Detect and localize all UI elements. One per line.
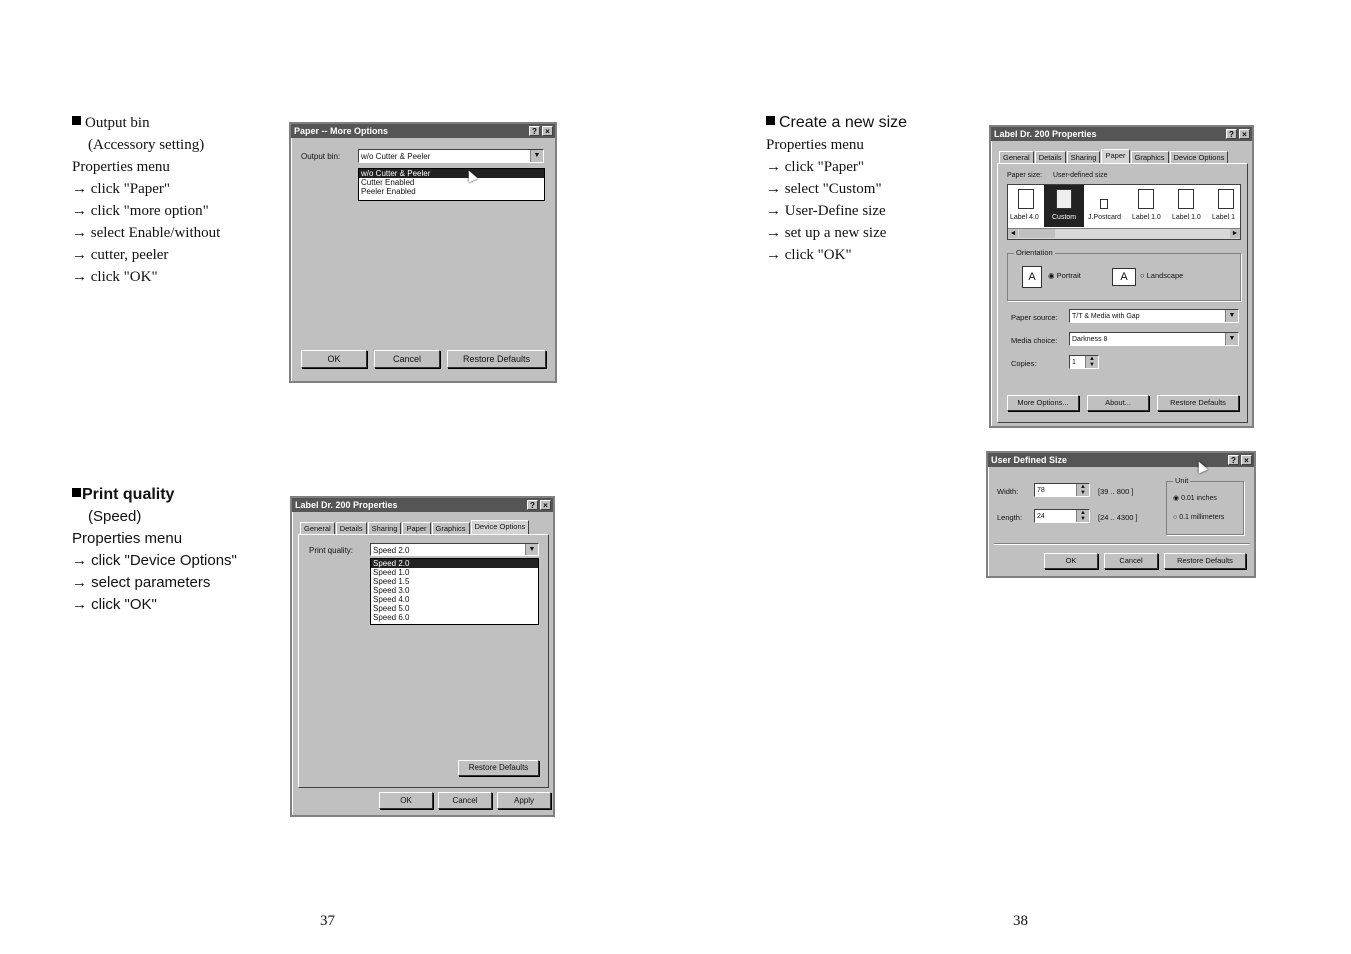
instruction-line: → click "more option" [72,203,209,219]
paper-icon[interactable] [1138,189,1154,209]
paper-size-label: Paper size: [1007,172,1043,179]
restore-defaults-button[interactable]: Restore Defaults [458,760,539,776]
instruction-line: → click "OK" [72,596,157,613]
orientation-label: Orientation [1016,248,1053,257]
close-icon[interactable]: × [1239,129,1250,139]
dropdown-option[interactable]: Speed 5.0 [373,604,410,613]
instruction-line: Properties menu [72,159,170,175]
orientation-group [1007,248,1241,301]
help-icon[interactable]: ? [529,126,540,136]
ok-button[interactable]: OK [379,792,433,809]
chevron-down-icon[interactable]: ▼ [1225,310,1238,322]
dialog-titlebar [292,498,553,512]
instruction-line: → click "Device Options" [72,552,237,569]
tab-strip [999,151,1229,163]
width-value: 78 [1037,487,1045,494]
dropdown-option[interactable]: Speed 2.0 [371,559,538,568]
paper-icon-label: Label 1.0 [1132,214,1161,221]
paper-icon[interactable] [1018,189,1034,209]
dropdown-option[interactable]: Speed 6.0 [373,613,410,622]
tab-details[interactable]: Details [1035,151,1066,163]
user-defined-size-dialog [986,451,1256,578]
instruction-line: (Accessory setting) [88,137,205,153]
instruction-line: Properties menu [766,137,864,153]
instruction-line: → click "OK" [72,269,158,285]
paper-icon-label: Label 4.0 [1010,214,1039,221]
tab-device-options[interactable]: Device Options [471,520,530,534]
unit-inches-label: 0.01 inches [1181,495,1217,502]
dropdown-option[interactable]: Speed 3.0 [373,586,410,595]
instruction-line: → select "Custom" [766,181,882,197]
paper-more-options-dialog [289,122,557,383]
tab-details[interactable]: Details [336,522,367,534]
postcard-icon[interactable] [1100,199,1108,209]
dialog-title: Label Dr. 200 Properties [295,500,398,510]
paper-icon[interactable] [1178,189,1194,209]
dropdown-option[interactable]: Speed 1.0 [373,568,410,577]
copies-value: 1 [1072,359,1076,366]
tab-graphics[interactable]: Graphics [1131,151,1169,163]
media-choice-select[interactable] [1069,332,1239,346]
label-properties-dialog [989,125,1254,428]
scroll-thumb[interactable] [1019,229,1055,238]
dialog-title: Label Dr. 200 Properties [994,129,1097,139]
horizontal-scrollbar[interactable] [1008,228,1240,239]
dropdown-option[interactable]: Cutter Enabled [361,178,415,187]
paper-size-list[interactable] [1007,184,1241,240]
instruction-line: → User-Define size [766,203,886,219]
paper-icon-label: J.Postcard [1088,214,1122,221]
tab-sharing[interactable]: Sharing [368,522,402,534]
tab-strip [300,522,530,534]
unit-inches-radio[interactable]: ◉ 0.01 inches [1173,495,1217,502]
media-choice-value: Darkness 8 [1072,336,1108,343]
instruction-line: → click "OK" [766,247,852,263]
paper-source-label: Paper source: [1011,313,1058,322]
dialog-titlebar [988,453,1254,467]
close-icon[interactable]: × [540,500,551,510]
bullet-square [72,488,81,497]
print-quality-label: Print quality: [309,546,354,555]
spinner-icon[interactable]: ▲ ▼ [1076,484,1089,496]
tab-graphics[interactable]: Graphics [432,522,470,534]
paper-icon-label: Label 1 [1212,214,1235,221]
ok-button[interactable]: OK [301,350,367,368]
instruction-line: (Speed) [88,508,142,525]
dialog-title: User Defined Size [991,455,1068,465]
paper-source-select[interactable] [1069,309,1239,323]
paper-source-value: T/T & Media with Gap [1072,313,1140,320]
length-input[interactable] [1034,509,1090,523]
length-label: Length: [997,513,1023,522]
paper-icon[interactable] [1218,189,1234,209]
portrait-icon: A [1022,266,1042,288]
about-button[interactable]: About... [1087,395,1149,411]
landscape-label: Landscape [1146,271,1184,280]
paper-icon-label: Custom [1052,214,1077,221]
ok-button[interactable]: OK [1044,553,1098,569]
length-range: [24 .. 4300 ] [1098,513,1138,522]
close-icon[interactable]: × [542,126,553,136]
print-quality-value: Speed 2.0 [373,546,410,555]
output-bin-instructions [72,112,220,288]
chevron-down-icon[interactable]: ▼ [530,150,543,162]
tab-paper[interactable]: Paper [402,522,430,534]
close-icon[interactable]: × [1241,455,1252,465]
dropdown-option[interactable]: Peeler Enabled [361,187,416,196]
output-bin-select[interactable] [358,149,544,163]
unit-label: Unit [1175,476,1189,485]
landscape-radio[interactable]: ○ Landscape [1140,271,1184,280]
dialog-titlebar [991,127,1252,141]
restore-defaults-button[interactable]: Restore Defaults [1157,395,1239,411]
chevron-down-icon[interactable]: ▼ [1225,333,1238,345]
instruction-line: → cutter, peeler [72,247,169,263]
scroll-left-icon[interactable]: ◄ [1009,230,1017,237]
device-options-dialog [290,496,555,817]
cancel-button[interactable]: Cancel [1104,553,1158,569]
output-bin-heading: Output bin [72,112,220,134]
output-bin-label: Output bin: [301,152,341,161]
page-number: 38 [1013,913,1028,929]
copies-stepper[interactable] [1069,355,1099,369]
spinner-icon[interactable]: ▲ ▼ [1085,356,1098,368]
output-bin-dropdown-list [358,168,545,201]
scroll-right-icon[interactable]: ► [1231,230,1239,237]
instruction-line: Properties menu [72,530,183,547]
dropdown-option[interactable]: Speed 4.0 [373,595,410,604]
print-quality-heading: Print quality [72,484,237,506]
dropdown-option[interactable]: Speed 1.5 [373,577,410,586]
help-icon[interactable]: ? [1226,129,1237,139]
instruction-line: → click "Paper" [766,159,865,175]
create-size-heading: Create a new size [766,112,907,134]
divider [994,543,1250,545]
dialog-titlebar [291,124,555,138]
instruction-line: → select Enable/without [72,225,221,241]
apply-button[interactable]: Apply [497,792,551,809]
instruction-line: → set up a new size [766,225,887,241]
bullet-square [72,116,81,125]
dialog-title: Paper -- More Options [294,126,389,136]
instruction-line: → click "Paper" [72,181,171,197]
length-value: 24 [1037,513,1045,520]
print-quality-dropdown-list [370,558,539,625]
help-icon[interactable]: ? [1228,455,1239,465]
spinner-icon[interactable]: ▲ ▼ [1076,510,1089,522]
tab-sharing[interactable]: Sharing [1067,151,1101,163]
cancel-button[interactable]: Cancel [438,792,492,809]
create-size-instructions [766,112,907,266]
paper-size-icons [1008,185,1240,227]
landscape-icon: A [1112,268,1136,286]
help-icon[interactable]: ? [527,500,538,510]
paper-icon-label: Label 1.0 [1172,214,1201,221]
bullet-square [766,116,775,125]
print-quality-select[interactable] [370,543,539,556]
chevron-down-icon[interactable]: ▼ [525,544,538,555]
print-quality-instructions [72,484,237,616]
unit-mm-label: 0.1 millimeters [1179,514,1225,521]
unit-mm-radio[interactable]: ○ 0.1 millimeters [1173,514,1225,521]
instruction-line: → select parameters [72,574,211,591]
tab-device-options[interactable]: Device Options [1170,151,1229,163]
media-choice-label: Media choice: [1011,336,1058,345]
paper-size-value: User-defined size [1053,172,1108,179]
paper-icon[interactable] [1056,189,1072,209]
portrait-label: Portrait [1056,271,1081,280]
output-bin-value: w/o Cutter & Peeler [361,152,431,161]
unit-group [1166,476,1244,535]
page-number: 37 [320,913,335,929]
restore-defaults-button[interactable]: Restore Defaults [447,350,546,368]
width-range: [39 .. 800 ] [1098,487,1134,496]
copies-label: Copies: [1011,359,1037,368]
cancel-button[interactable]: Cancel [374,350,440,368]
width-input[interactable] [1034,483,1090,497]
dropdown-option[interactable]: w/o Cutter & Peeler [359,169,544,178]
tab-general[interactable]: General [999,151,1034,163]
restore-defaults-button[interactable]: Restore Defaults [1164,553,1246,569]
more-options-button[interactable]: More Options... [1007,395,1079,411]
portrait-radio[interactable]: ◉ Portrait [1048,271,1081,280]
width-label: Width: [997,487,1019,496]
tab-paper[interactable]: Paper [1101,149,1129,163]
tab-general[interactable]: General [300,522,335,534]
